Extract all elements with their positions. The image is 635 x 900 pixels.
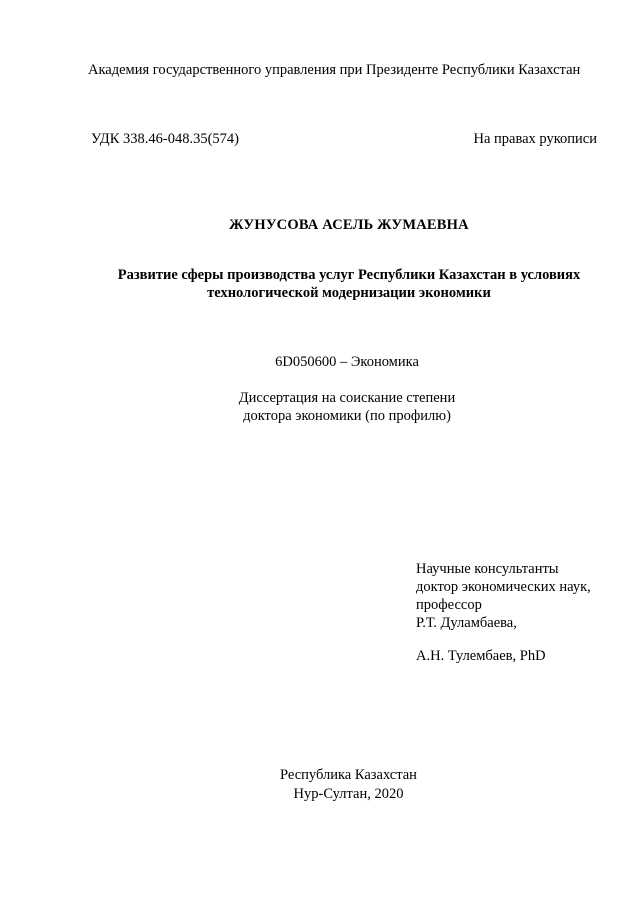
udc-code: УДК 338.46-048.35(574) [91, 131, 239, 147]
title-line: Развитие сферы производства услуг Республики Казахстан в условиях [117, 267, 581, 283]
consultant-name: Р.Т. Дуламбаева, [416, 615, 517, 631]
consultant-title: профессор [416, 597, 482, 613]
second-consultant: А.Н. Тулембаев, PhD [416, 648, 546, 664]
degree-statement [0, 389, 635, 425]
title-line: технологической модернизации экономики [207, 285, 491, 301]
manuscript-rights: На правах рукописи [473, 131, 597, 147]
dissertation-title [80, 266, 618, 302]
author-name: ЖУНУСОВА АСЕЛЬ ЖУМАЕВНА [229, 217, 469, 233]
place-and-year [0, 766, 635, 804]
institution-name: Академия государственного управления при Президенте Республики Казахстан [88, 62, 581, 78]
country: Республика Казахстан [280, 767, 417, 783]
degree-line: Диссертация на соискание степени [238, 390, 456, 406]
scientific-consultants [416, 560, 591, 632]
consultant-degree: доктор экономических наук, [416, 579, 591, 595]
specialty-code: 6D050600 – Экономика [275, 354, 419, 370]
city-year: Нур-Султан, 2020 [293, 786, 404, 802]
degree-line: доктора экономики (по профилю) [243, 408, 451, 424]
consultants-heading: Научные консультанты [416, 561, 559, 577]
